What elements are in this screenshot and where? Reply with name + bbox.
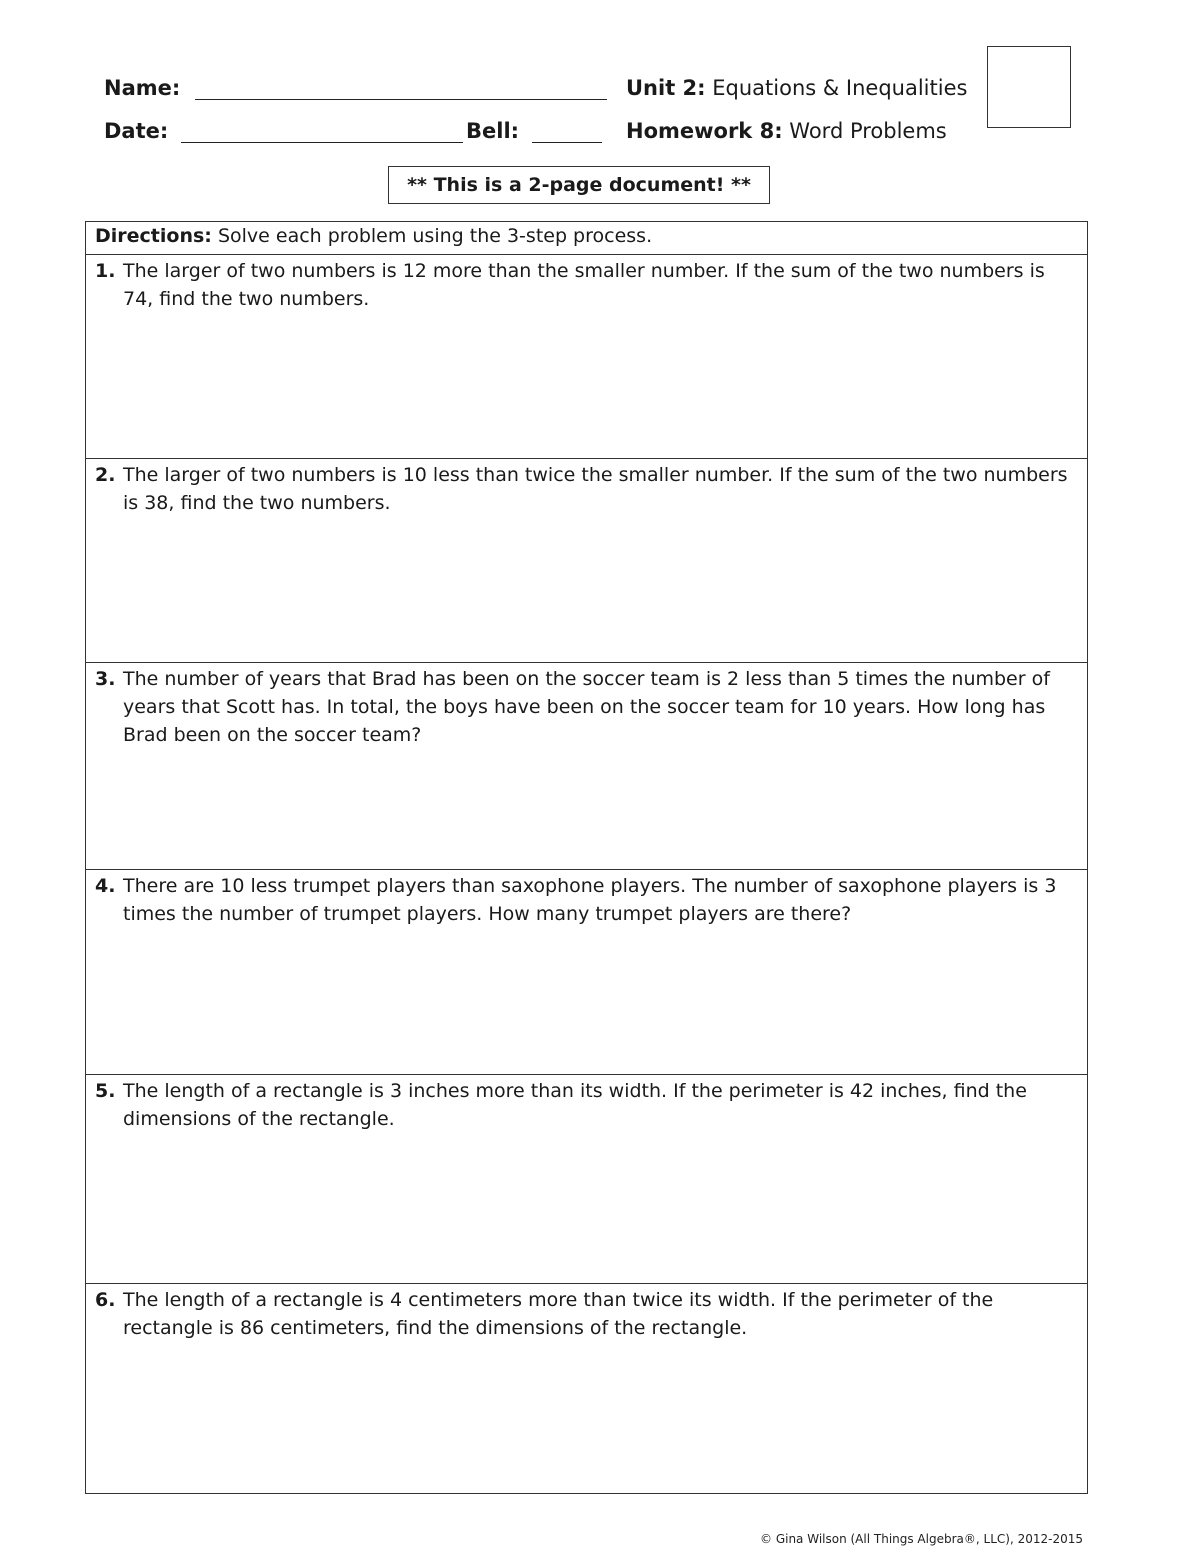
problem-number: 1.: [95, 260, 116, 282]
homework-title: Word Problems: [789, 119, 947, 143]
name-blank[interactable]: [195, 79, 607, 100]
bell-label: Bell:: [466, 119, 520, 143]
problem-number: 6.: [95, 1289, 116, 1311]
problems-table: [85, 221, 1088, 1494]
directions-row: [86, 222, 1087, 255]
unit-title: Equations & Inequalities: [712, 76, 968, 100]
problem-text: The larger of two numbers is 10 less than twice the smaller number. If the sum of the two numbers is 38, find the two numbers.: [123, 464, 1068, 514]
problem-4[interactable]: [86, 870, 1087, 1075]
bell-field-row: [466, 119, 602, 143]
date-label: Date:: [104, 119, 169, 143]
name-label: Name:: [104, 76, 181, 100]
directions-label: Directions:: [95, 225, 212, 247]
problem-text: There are 10 less trumpet players than saxophone players. The number of saxophone players is 3 times the number of trumpet players. How many trumpet players are there?: [123, 875, 1057, 925]
bell-blank[interactable]: [532, 122, 602, 143]
homework-heading: [626, 119, 947, 143]
problem-1[interactable]: [86, 255, 1087, 459]
problem-number: 4.: [95, 875, 116, 897]
unit-label: Unit 2:: [626, 76, 706, 100]
problem-text: The length of a rectangle is 4 centimeters more than twice its width. If the perimeter of the rectangle is 86 centimeters, find the dimensions of the rectangle.: [123, 1289, 994, 1339]
problem-2[interactable]: [86, 459, 1087, 663]
problem-number: 2.: [95, 464, 116, 486]
name-field-row: [104, 76, 607, 100]
problem-5[interactable]: [86, 1075, 1087, 1284]
problem-text: The larger of two numbers is 12 more than the smaller number. If the sum of the two numbers is 74, find the two numbers.: [123, 260, 1045, 310]
problem-text: The length of a rectangle is 3 inches more than its width. If the perimeter is 42 inches, find the dimensions of the rectangle.: [123, 1080, 1027, 1130]
problem-6[interactable]: [86, 1284, 1087, 1493]
date-field-row: [104, 119, 463, 143]
problem-number: 5.: [95, 1080, 116, 1102]
score-box[interactable]: [987, 46, 1071, 128]
homework-label: Homework 8:: [626, 119, 783, 143]
date-blank[interactable]: [181, 122, 463, 143]
problem-number: 3.: [95, 668, 116, 690]
problem-3[interactable]: [86, 663, 1087, 870]
problem-text: The number of years that Brad has been on the soccer team is 2 less than 5 times the number of years that Scott has. In total, the boys have been on the soccer team for 10 years. How long has Brad been on the soccer team?: [123, 668, 1050, 746]
directions-text: Solve each problem using the 3-step process.: [217, 225, 653, 247]
copyright-footer: © Gina Wilson (All Things Algebra®, LLC), 2012-2015: [760, 1532, 1083, 1546]
two-page-notice: ** This is a 2-page document! **: [388, 166, 770, 204]
unit-heading: [626, 76, 967, 100]
